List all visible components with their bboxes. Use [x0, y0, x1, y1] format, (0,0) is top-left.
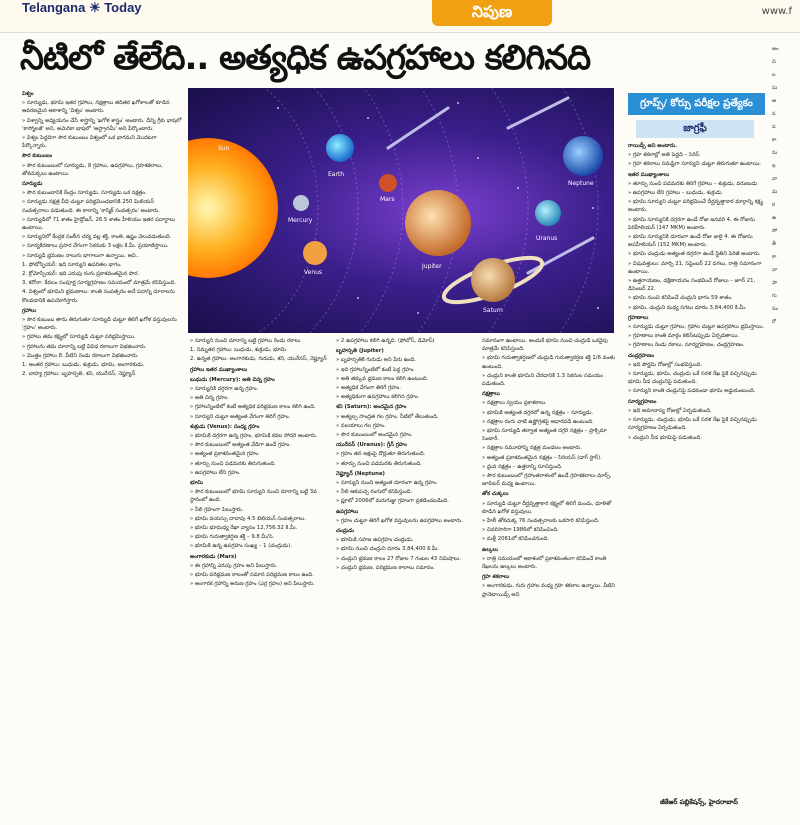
col2-paragraph: » అంగారక గ్రహాన్ని అరుణ గ్రహం (ఎర్ర గ్రహం) అని పిలుస్తారు. [190, 581, 315, 588]
col3-paragraph: » అత్యల్ప సాంద్రత గల గ్రహం. నీటిలో తేలుతుంది. [336, 413, 439, 420]
rightedge-paragraph: మ [772, 189, 778, 195]
col4-paragraph: ఉల్కలు [482, 546, 498, 553]
col1-paragraph: గ్రహాలు [22, 307, 37, 314]
col4-paragraph: » నక్షత్రాల రంగు వాటి ఉష్ణోగ్రతపై ఆధారపడి ఉంటుంది. [482, 418, 594, 425]
col1-paragraph: సూర్యుడు [22, 181, 43, 188]
mars-icon [379, 174, 397, 192]
rightedge-paragraph: ఇ [772, 163, 776, 169]
col1-paragraph: » విశ్వం పెద్దదిగా సౌర కుటుంబం విశ్వంలో ఒక భాగమని మొదటగా పేర్కొన్నారు. [22, 135, 157, 150]
col3-paragraph: » బృహస్పతికి గురుడు అని పేరు ఉంది. [336, 357, 417, 364]
col5-paragraph: » తూర్పు నుంచి పడమరకు తిరిగే గ్రహాలు – శుక్రుడు, వరుణుడు [628, 180, 758, 187]
col5-paragraph: సూర్యగ్రహణం [628, 398, 657, 405]
col5-paragraph: » సూర్యుడు చుట్టూ గ్రహాలు, గ్రహాల చుట్టూ ఉపగ్రహాలు భ్రమిస్తాయి. [628, 324, 765, 331]
col1-paragraph: » సౌర కుటుంబ తాను తిరుగుతూ సూర్యుడి చుట్టూ తిరిగే ఖగోళ వస్తువులను 'గ్రహం' అంటారు. [22, 317, 177, 332]
col1-paragraph: 2. క్రోమోస్ఫియర్: ఇది ఎరుపు రంగు ప్రకాశవంతమైన పొర. [22, 271, 140, 278]
col1-paragraph: సౌర కుటుంబం [22, 153, 53, 160]
mercury-icon [293, 195, 309, 211]
headline: నీటిలో తేలేది.. అత్యధిక ఉపగ్రహాలు కలిగినది [20, 38, 591, 78]
col3-paragraph: » సూర్యుని నుంచి అత్యంత దూరంగా ఉన్న గ్రహం. [336, 480, 438, 487]
col2-paragraph: » భూమికి ఉన్న ఉపగ్రహం సంఖ్య – 1 (చంద్రుడు). [190, 543, 293, 550]
col2-paragraph: బుధుడు (Mercury): అతి చిన్న గ్రహం [190, 376, 275, 383]
col2-paragraph: » తూర్పు నుంచి పడమరకు తిరుగుతుంది. [190, 460, 276, 467]
adjacent-column-edge [772, 40, 800, 825]
col1-paragraph: » సూర్యుడి భ్రమణం నాలుగు భాగాలుగా ఉన్నాయి. అవి.. [22, 252, 140, 259]
rightedge-paragraph: రో [772, 319, 777, 325]
col4-paragraph: » నక్షత్రాల సమూహాన్ని నక్షత్ర మండలం అంటారు. [482, 445, 582, 452]
col3-paragraph: » గ్రహం చుట్టూ తిరిగే ఖగోళ వస్తువులను ఉపగ్రహాలు అంటారు. [336, 517, 463, 524]
planet-label-uranus: Uranus [536, 235, 558, 242]
column-3 [336, 337, 476, 819]
col1-paragraph: » గ్రహాలు తమ కక్ష్యలో సూర్యుడి చుట్టూ పరిభ్రమిస్తాయి. [22, 334, 136, 341]
planet-label-saturn: Saturn [483, 307, 503, 314]
column-4 [482, 337, 620, 819]
venus-icon [303, 241, 327, 265]
col4-paragraph: గ్రహ శకలాలు [482, 574, 510, 581]
col2-paragraph: » భూమి భూమధ్య రేఖా వ్యాసం 12,756.32 కి.మీ. [190, 525, 298, 532]
col2-paragraph: » అతి చిన్న గ్రహం. [190, 395, 229, 402]
col5-paragraph: » సూర్యుని కాంతి చంద్రునిపై పడకుండా భూమి అడ్డుకుంటుంది. [628, 388, 756, 395]
sun-icon [188, 138, 278, 278]
solar-system-illustration [188, 88, 614, 333]
col5-paragraph: గ్రహణాలు [628, 314, 649, 321]
column-5 [628, 140, 768, 795]
rightedge-paragraph: సో [772, 228, 778, 234]
col3-paragraph: » సౌర కుటుంబంలో అందమైన గ్రహం. [336, 432, 413, 439]
col5-paragraph: చంద్రగ్రహణం [628, 352, 655, 359]
col5-paragraph: » గ్రహ శకలాలు సమష్టిగా సూర్యుని చుట్టూ తిరుగుతూ ఉంటాయి. [628, 161, 762, 168]
col2-paragraph: » భూమికి దగ్గరగా ఉన్న గ్రహం, భూమికి కవల సోదరి అంటారు. [190, 433, 318, 440]
col1-paragraph: » సౌర కుటుంబానికి కేంద్రం సూర్యుడు. సూర్యుడు ఒక నక్షత్రం. [22, 190, 147, 197]
rightedge-paragraph: గు [772, 293, 777, 299]
rightedge-paragraph: అం [772, 46, 779, 52]
planet-label-mars: Mars [380, 196, 395, 203]
col2-paragraph: » భూమి గురుత్వాకర్షణ శక్తి – 9.8 మీ/సె. [190, 534, 275, 541]
column-1 [22, 88, 182, 818]
col4-paragraph: » చంద్రుని కాంతి భూమిని చేరడానికి 1.3 సెకనుల సమయం పడుతుంది. [482, 372, 603, 388]
col4-paragraph: » ధ్రువ నక్షత్రం – ఉత్తరాన్ని సూచిస్తుంది. [482, 463, 563, 470]
col4-paragraph: » అంగారకుడు, గురు గ్రహాల మధ్య గ్రహ శకలాల ఉన్నాయి. వీటిని ప్లానెటాయిడ్స్ అని [482, 583, 615, 598]
masthead [0, 0, 800, 33]
col4-paragraph: » అత్యంత ప్రకాశవంతమైన నక్షత్రం – సిరియస్ (డాగ్ స్టార్). [482, 454, 602, 461]
subject-badge: జాగ్రఫీ [636, 120, 754, 138]
col4-paragraph: » భూమి గురుత్వాకర్షణలో చంద్రుడి గురుత్వాకర్షణ శక్తి 1/6 వంతు ఉంటుంది. [482, 355, 616, 370]
col1-paragraph: » సూర్యకిరణాలు ప్రసార వేగంగా సెకనుకు 3 లక్షల కి.మీ. ప్రయాణిస్తాయి. [22, 243, 169, 250]
rightedge-paragraph: ఉ [772, 215, 776, 221]
rightedge-paragraph: తీ [772, 241, 776, 247]
col4-paragraph: నక్షత్రాలు [482, 391, 500, 398]
col2-paragraph: » గ్రహాలన్నింటిలో కంటే అత్యధిక పరిభ్రమణ కాలం కలిగి ఉంది. [190, 404, 316, 411]
col2-paragraph: » నీలి గ్రహంగా పిలుస్తారు. [190, 506, 244, 513]
col3-paragraph: » 2 ఉపగ్రహాలు కలిగి ఉన్నది. (ఫోబోస్, డిమోస్) [336, 338, 435, 344]
planet-label-mercury: Mercury [288, 217, 313, 224]
col3-paragraph: » భూమి నుంచి చంద్రుని దూరం 3,84,400 కి.మీ. [336, 546, 440, 553]
col5-paragraph: » ఇది అమావాస్య రోజుల్లో ఏర్పడుతుంది. [628, 407, 712, 414]
col5-paragraph: » సూర్యుడు, చంద్రుడు, భూమి ఒకే సరళ రేఖ పైకి వచ్చినప్పుడు సూర్యగ్రహణం ఏర్పడుతుంది. [628, 417, 757, 432]
col5-paragraph: » ఉపగ్రహాలు లేని గ్రహాలు – బుధుడు, శుక్రుడు [628, 190, 722, 197]
col5-paragraph: » భూమి సూర్యునికి దగ్గరగా ఉండే రోజు జనవరి 4. ఈ రోజును పెరిహీలియన్ (147 MKM) అంటారు. [628, 216, 756, 231]
col2-paragraph: » సౌర కుటుంబంలో అత్యంత వేడిగా ఉండే గ్రహం. [190, 442, 291, 449]
col3-paragraph: యురేనస్ (Uranus): గ్రీన్ గ్రహం [336, 442, 407, 449]
rightedge-paragraph: ప [772, 124, 776, 130]
rightedge-paragraph: చి [772, 59, 776, 65]
col2-paragraph: » సౌర కుటుంబంలో భూమి సూర్యుని నుంచి దూరాన్ని బట్టి 3వ స్థానంలో ఉంది. [190, 489, 317, 504]
col2-paragraph: 1. నిమ్నతర గ్రహాలు: బుధుడు, శుక్రుడు, భూమి [190, 347, 287, 354]
rightedge-paragraph: కా [772, 137, 777, 143]
rightedge-paragraph: ల [772, 72, 776, 78]
col5-paragraph: » గ్రహణాలు రెండు రకాలు. సూర్యగ్రహణం, చంద్రగ్రహణం. [628, 342, 745, 349]
jupiter-icon [405, 190, 471, 256]
col2-paragraph: » సూర్యుని చుట్టూ అత్యంత వేగంగా తిరిగే గ్రహం. [190, 413, 291, 420]
col5-paragraph: » గ్రహ శకలాల్లో అతి పెద్దది – సెరిస్ [628, 152, 700, 159]
section-badge: గ్రూప్స్/ కోర్సు పరీక్షల ప్రత్యేకం [628, 93, 765, 115]
section-banner: నిపుణ [432, 0, 552, 26]
col3-paragraph: ఉపగ్రహాలు [336, 508, 359, 515]
col5-paragraph: ఇతర ముఖ్యాంశాలు [628, 171, 670, 178]
col2-paragraph: శుక్రుడు (Venus): సంధ్య గ్రహం [190, 423, 260, 430]
col2-paragraph: » అత్యంత ప్రకాశవంతమైన గ్రహం. [190, 451, 260, 458]
col3-paragraph: నెప్ట్యూన్ (Neptune) [336, 470, 385, 477]
rightedge-paragraph: సం [772, 306, 779, 312]
uranus-icon [535, 200, 561, 226]
planet-label-sun: Sun [218, 145, 230, 152]
col3-paragraph: » అత్యధిక వేగంగా తిరిగే గ్రహం. [336, 385, 401, 392]
col3-paragraph: » అత్యధికంగా ఉపగ్రహాలు కలిగిన గ్రహం. [336, 394, 420, 401]
col2-paragraph: » ఉపగ్రహాలు లేని గ్రహం. [190, 469, 241, 476]
col4-paragraph: సమానంగా ఉంటాయి. అందుకే భూమి నుంచి చంద్రుడి ఒకవైపు మాత్రమే కనిపిస్తుంది. [482, 338, 608, 353]
col1-paragraph: 1. అంతర గ్రహాలు: బుధుడు, శుక్రుడు, భూమి, అంగారకుడు. [22, 362, 145, 369]
col4-paragraph: » సూర్యుడి చుట్టూ దీర్ఘవృత్తాకార కక్ష్యలో తిరిగే మంచు, ధూళితో కూడిన ఖగోళ వస్తువులు. [482, 500, 612, 515]
rightedge-paragraph: వా [772, 176, 778, 182]
column-2 [190, 337, 330, 819]
rightedge-paragraph: సు [772, 85, 778, 91]
col1-paragraph: » సూర్యుడిలో 71 శాతం హైడ్రోజన్, 26.5 శాతం హీలియం ఇతర పదార్థాలు ఉంటాయి. [22, 216, 176, 232]
col1-paragraph: » సౌర కుటుంబంలో సూర్యుడు, 8 గ్రహాలు, ఉపగ్రహాలు, గ్రహశకలాలు, తోకచుక్కలు ఉంటాయి. [22, 162, 163, 177]
col5-paragraph: » ఉత్తరాయణం, దక్షిణాయనం సంభవించే రోజులు – జూన్ 21, డిసెంబర్ 22. [628, 278, 756, 293]
col1-paragraph: 1. ఫోటోస్ఫియర్: ఇది సూర్యుని ఉపరితల భాగం. [22, 261, 122, 268]
col2-paragraph: గ్రహాలు ఇతర ముఖ్యాంశాలు [190, 366, 248, 373]
col5-paragraph: » భూమి సూర్యునికి దూరంగా ఉండే రోజు జులై 4. ఈ రోజును అపహీలియన్ (152 MKM) అంటారు. [628, 234, 753, 249]
col1-paragraph: 4. విశ్వంలో భూమిని భ్రమణాలు: కాంతి సంవత్సరం అనే పదాన్ని దూరాలను కొలవడానికి ఉపయోగిస్తారు. [22, 289, 175, 304]
col3-paragraph: » నీలి ఆకుపచ్చ రంగులో కనిపిస్తుంది. [336, 489, 413, 496]
rightedge-paragraph: ఆ [772, 98, 776, 104]
saturn-icon [471, 258, 515, 302]
col2-paragraph: 2. ఉన్నత గ్రహాలు: అంగారకుడు, గురుడు, శని, యురేనస్, నెప్ట్యూన్ [190, 356, 327, 363]
rightedge-paragraph: ను [772, 150, 778, 156]
col3-paragraph: » భూమికి సహజ ఉపగ్రహం చంద్రుడు. [336, 537, 414, 544]
col2-paragraph: » సూర్యునికి దగ్గరగా ఉన్న గ్రహం. [190, 386, 259, 393]
col5-paragraph: » భూమి, చంద్రుని మధ్య సగటు దూరం 3,84,400 కి.మీ. [628, 304, 747, 311]
col3-paragraph: » చంద్రుని భ్రమణ కాలం 27 రోజుల 7 గంటల 43 నిమిషాలు. [336, 555, 462, 562]
col3-paragraph: చంద్రుడు [336, 528, 355, 535]
col3-paragraph: » అతి తక్కువ భ్రమణ కాలం కలిగి ఉంటుంది. [336, 375, 429, 382]
col2-paragraph: భూమి [190, 480, 203, 487]
col3-paragraph: » ప్లూటో 2006లో మరుగుజ్జు గ్రహంగా ప్రకటించబడింది. [336, 498, 449, 505]
col2-paragraph: అంగారకుడు (Mars) [190, 553, 237, 560]
col1-paragraph: » మొత్తం గ్రహాలు 8. వీటిని రెండు రకాలుగా విభజించారు. [22, 352, 139, 359]
rightedge-paragraph: ర [772, 202, 775, 208]
col1-paragraph: » విశ్వాన్ని అధ్యయనం చేసే శాస్త్రాన్ని 'ఖగోళ శాస్త్రం' అంటారు. దీన్ని గ్రీకు భాషలో 'కాస్మోలజీ' అని, అమెరికా భాషలో 'ఆస్ట్రానమీ' అని పేర్కొంటారు. [22, 117, 182, 132]
rightedge-paragraph: వ [772, 111, 776, 117]
website-url: www.f [761, 6, 792, 17]
rightedge-paragraph: వా [772, 267, 778, 273]
col3-paragraph: » చంద్రుని భ్రమణ, పరిభ్రమణ కాలాలు సమానం. [336, 564, 435, 571]
col1-paragraph: విశ్వం [22, 91, 34, 97]
rightedge-paragraph: కా [772, 254, 777, 260]
col1-paragraph: » గ్రహాలను తమ దూరాన్ని బట్టి వివిధ రకాలుగా విభజించారు. [22, 343, 147, 350]
col3-paragraph: » గ్రహం తన అక్షంపై దొర్లుతూ తిరుగుతుంది. [336, 451, 426, 458]
col5-paragraph: » ఇది పౌర్ణమి రోజుల్లో సంభవిస్తుంది. [628, 361, 703, 368]
col2-paragraph: » భూమి పరిభ్రమణ కాలంతో సమాన పరిభ్రమణ కాలం ఉంది. [190, 572, 314, 579]
col1-paragraph: 2. బాహ్య గ్రహాలు: బృహస్పతి, శని, యురేనస్, నెప్ట్యూన్. [22, 371, 137, 378]
earth-icon [326, 134, 354, 162]
brand-logo: Telangana ☀ Today [22, 0, 142, 15]
col3-paragraph: బృహస్పతి (Jupiter) [336, 348, 384, 355]
col1-paragraph: » సూర్యుడు నక్షత్ర వీధి చుట్టూ పరిభ్రమించడానికి 250 మిలియన్ సంవత్సరాలు పడుతుంది. ఈ కాలాన్ని 'కాస్మిక్ సంవత్సరం' అంటారు. [22, 199, 160, 214]
col1-paragraph: 3. కరోనా: కేవలం సంపూర్ణ సూర్యగ్రహణం సమయంలో మాత్రమే కనిపిస్తుంది. [22, 280, 177, 287]
planet-label-jupiter: Jupiter [422, 263, 442, 270]
col2-paragraph: » ఈ గ్రహాన్ని ఎరుపు గ్రహం అని పిలుస్తారు. [190, 562, 278, 569]
col4-paragraph: » భూమి సూర్యుడి తర్వాత అత్యంత దగ్గరి నక్షత్రం – ప్రాక్సిమా సెంటారీ. [482, 428, 607, 443]
col4-paragraph: తోక చుక్కలు [482, 491, 509, 498]
col5-paragraph: » భూమి చంద్రుడు అత్యంత దగ్గరగా ఉండే స్థితిని పెరిజీ అంటారు. [628, 251, 761, 258]
col5-paragraph: » భూమి సూర్యుని చుట్టూ పరిభ్రమించే దీర్ఘవృత్తాకార మార్గాన్ని కక్ష్య అంటారు. [628, 199, 764, 214]
col1-paragraph: » సూర్యునిలో కేంద్రక సంలీన చర్య వల్ల శక్తి, కాంతి, ఉష్ణం వెలువడుతుంది. [22, 234, 172, 241]
col5-paragraph: » సూర్యుడు, భూమి, చంద్రుడు ఒకే సరళ రేఖ పైకి వచ్చినప్పుడు భూమి నీడ చంద్రునిపై పడుతుంది. [628, 371, 757, 386]
col4-paragraph: » నక్షత్రాలు స్వయం ప్రకాశకాలు. [482, 400, 547, 407]
col5-paragraph: » గ్రహణాలు కాంతి మార్గం కలిసేటప్పుడు ఏర్పడతాయి. [628, 333, 740, 340]
col5-paragraph: » చంద్రుని నీడ భూమిపై పడుతుంది. [628, 434, 702, 441]
col2-paragraph: » భూమి వయస్సు దాదాపు 4.5 బిలియన్ సంవత్సరాలు. [190, 515, 306, 522]
col5-paragraph: రాయిడ్స్ అని అంటారు. [628, 143, 678, 149]
col5-paragraph: » విషువత్తులు: మార్చి 21, సెప్టెంబర్ 22 పగలు, రాత్రి సమానంగా ఉంటాయి. [628, 260, 762, 275]
col4-paragraph: » రాత్రి సమయంలో ఆకాశంలో ప్రకాశవంతంగా కనిపించే కాంతి రేఖలను ఉల్కలు అంటారు. [482, 555, 607, 571]
col4-paragraph: » చివరిసారిగా 1986లో కనిపించింది. [482, 527, 559, 534]
planet-label-earth: Earth [328, 171, 345, 178]
col3-paragraph: » ఇది గ్రహాలన్నింటిలో కంటే పెద్ద గ్రహం. [336, 366, 415, 373]
col3-paragraph: » వలయాలు గల గ్రహం. [336, 422, 386, 429]
col3-paragraph: » తూర్పు నుంచి పడమరకు తిరుగుతుంది. [336, 460, 422, 467]
planet-label-venus: Venus [304, 269, 323, 276]
publisher-credit: జీకేఆర్ పబ్లికేషన్స్, హైదరాబాద్ [660, 798, 738, 806]
planet-label-neptune: Neptune [568, 180, 594, 187]
col3-paragraph: శని (Saturn): అందమైన గ్రహం [336, 404, 407, 411]
col5-paragraph: » భూమి నుంచి కనిపించే చంద్రుని భాగం 59 శాతం. [628, 295, 733, 302]
col4-paragraph: » మళ్లీ 2061లో కనిపించనుంది. [482, 536, 550, 543]
col1-paragraph: » సూర్యుడు, భూమి ఇతర గ్రహాలు, నక్షత్రాలు తదితర ఖగోళాలతో కూడిన ఆవరణమైన ఆకాశాన్ని 'విశ్వం' అంటారు. [22, 100, 170, 115]
neptune-icon [563, 136, 603, 176]
rightedge-paragraph: పా [772, 280, 778, 286]
col4-paragraph: » భూమికి అత్యంత దగ్గరలో ఉన్న నక్షత్రం – సూర్యుడు. [482, 409, 594, 416]
col2-paragraph: » సూర్యుని నుంచి దూరాన్ని బట్టి గ్రహాలు రెండు రకాలు [190, 338, 301, 344]
col4-paragraph: » సౌర కుటుంబంలో గ్రహాంతరాళంలో ఉండే గ్రహశకలాలు మార్స్, జూపిటర్ మధ్య ఉంటాయి. [482, 473, 612, 488]
col4-paragraph: » హేలీ తోకచుక్క 76 సంవత్సరాలకు ఒకసారి కనిపిస్తుంది. [482, 518, 600, 525]
